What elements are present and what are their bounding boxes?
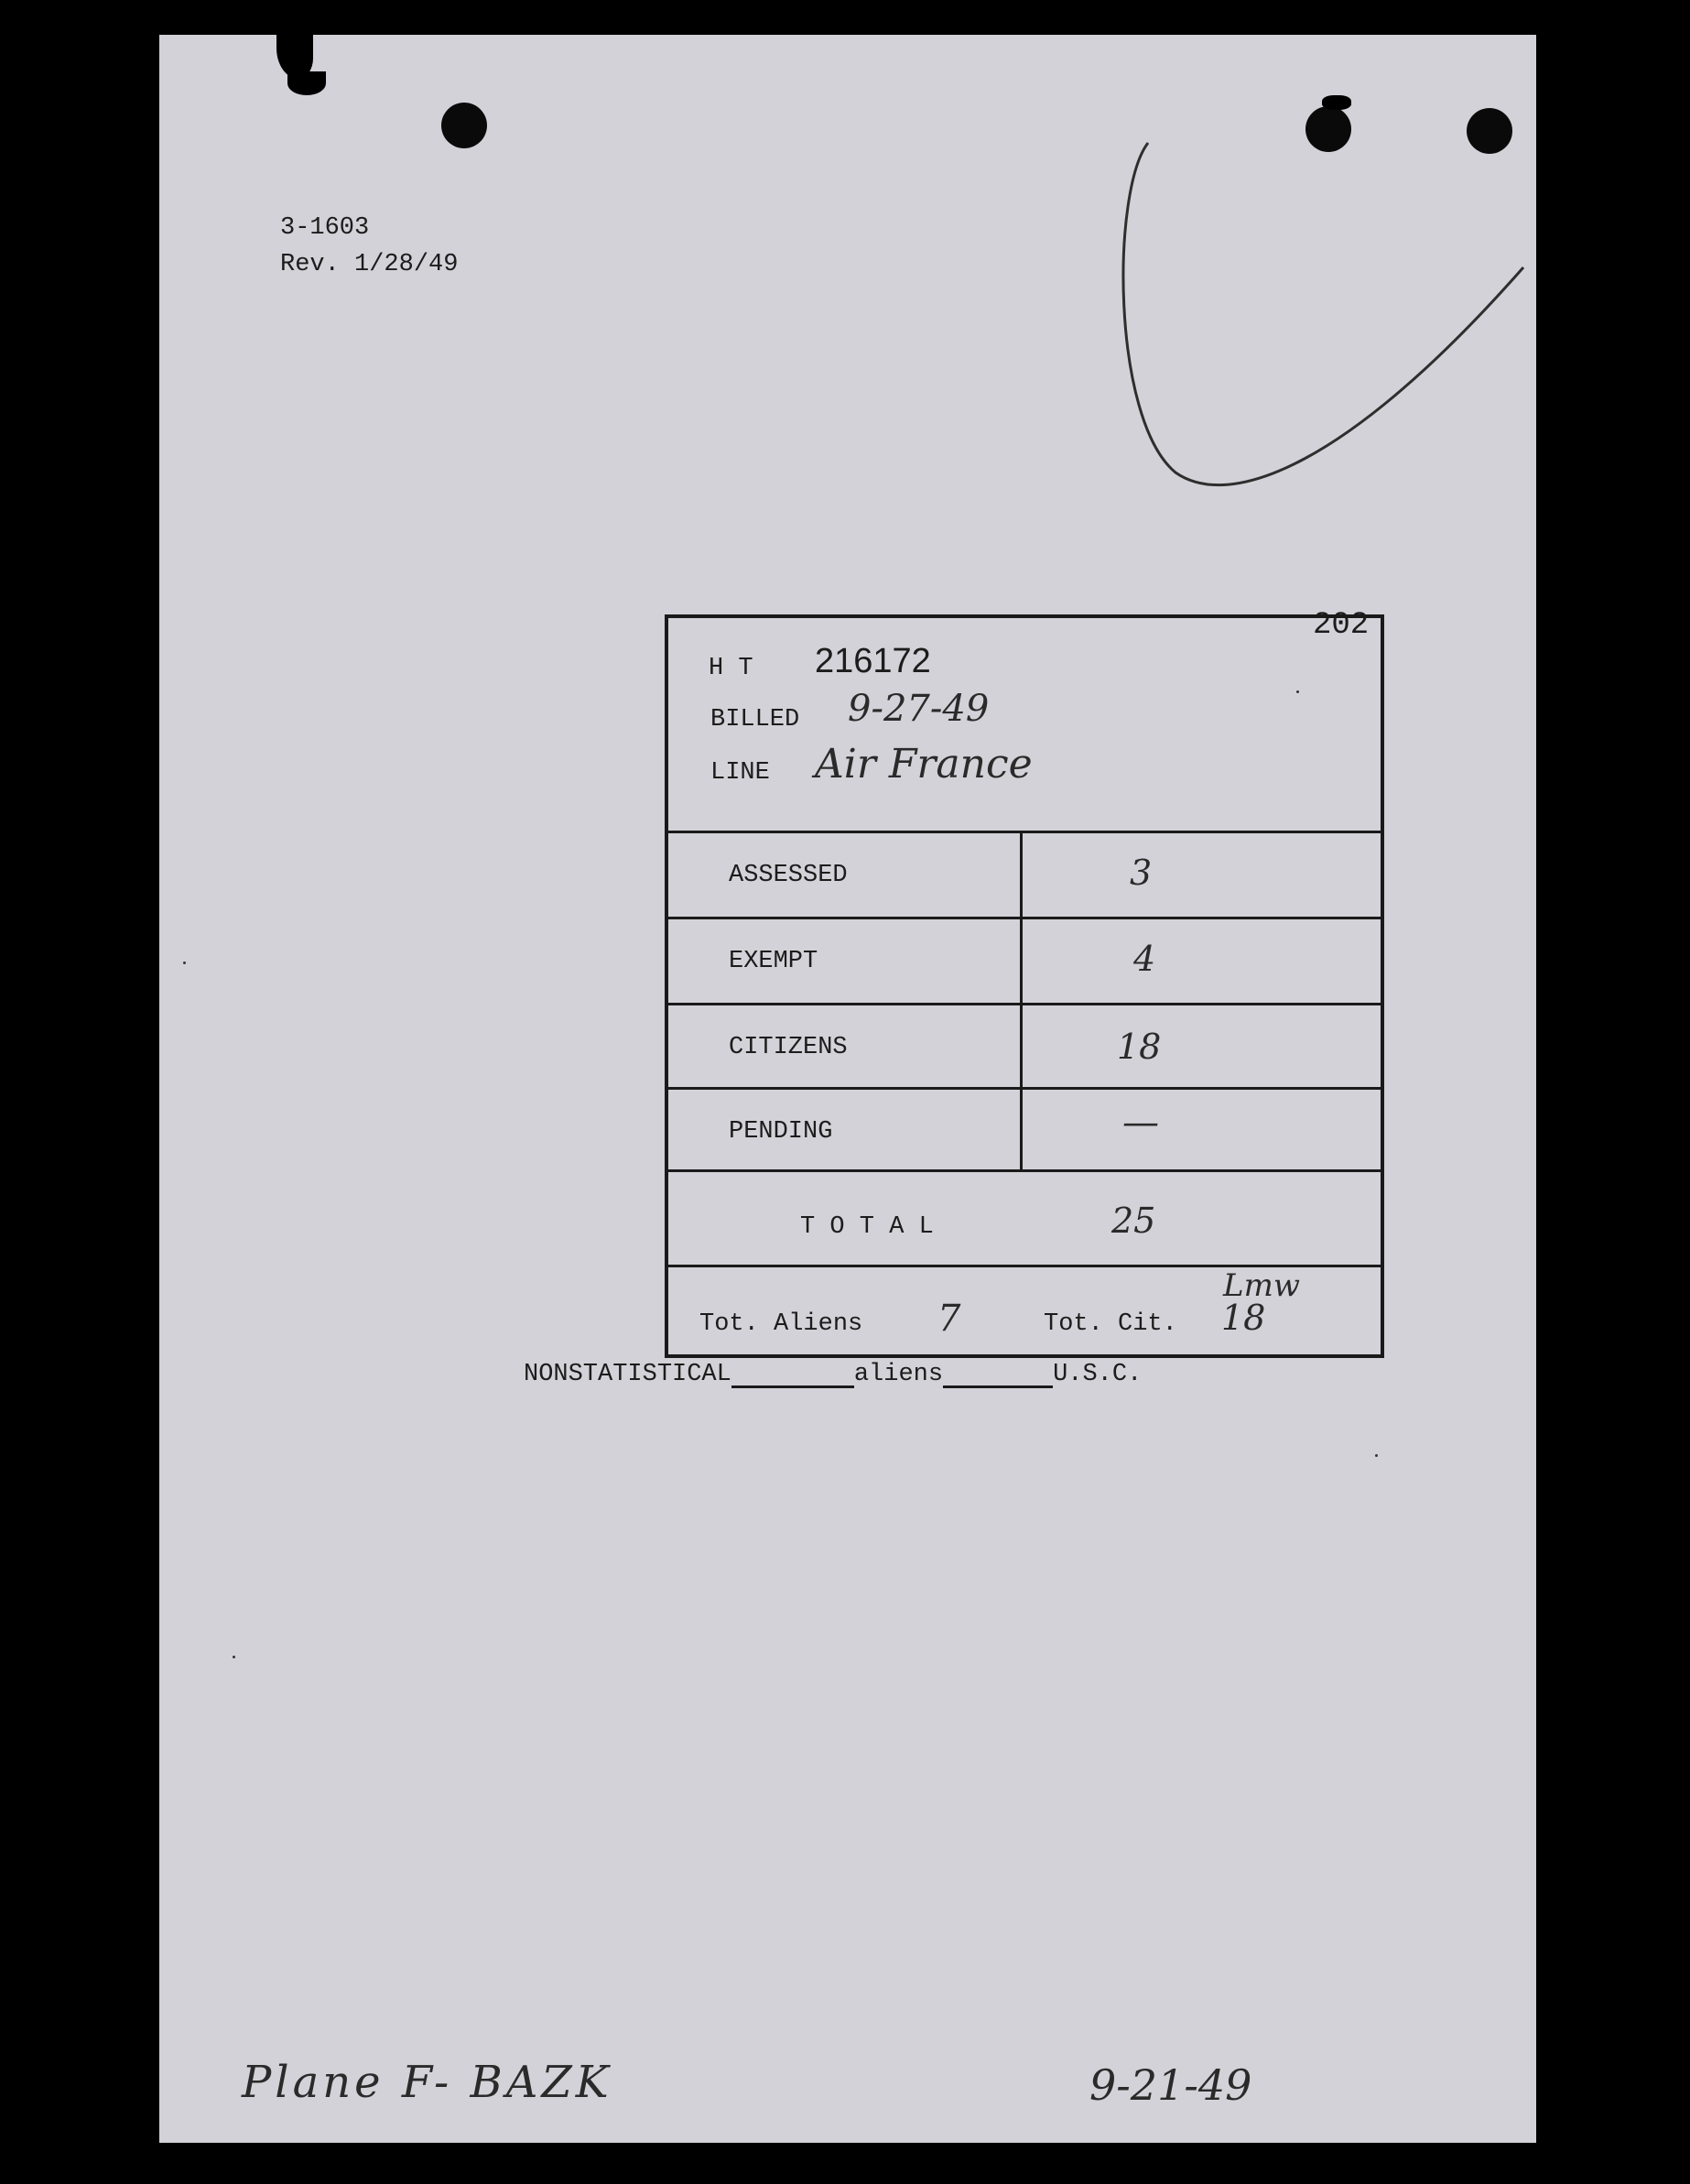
divider xyxy=(668,1169,1381,1172)
row-label-assessed: ASSESSED xyxy=(729,862,848,889)
form-revision: Rev. 1/28/49 xyxy=(280,251,459,278)
nonstatistical-usc-label: U.S.C. xyxy=(1053,1361,1143,1388)
row-value-citizens: 18 xyxy=(1117,1027,1162,1067)
tot-cit-label: Tot. Cit. xyxy=(1044,1310,1177,1338)
aliens-blank xyxy=(731,1364,854,1388)
statistics-form xyxy=(665,614,1384,1358)
speck xyxy=(1375,1454,1378,1457)
nonstatistical-aliens-label: aliens xyxy=(853,1361,944,1388)
row-value-assessed: 3 xyxy=(1130,853,1153,893)
row-label-pending: PENDING xyxy=(729,1118,833,1146)
row-label-exempt: EXEMPT xyxy=(729,948,818,975)
divider xyxy=(668,1003,1381,1005)
billed-label: BILLED xyxy=(710,706,800,733)
form-number: 3-1603 xyxy=(280,214,370,242)
tot-aliens-value: 7 xyxy=(937,1298,961,1340)
total-value: 25 xyxy=(1111,1201,1156,1241)
usc-blank xyxy=(943,1364,1053,1388)
nonstatistical-line xyxy=(524,1361,1142,1388)
ht-label: H T xyxy=(709,655,753,682)
divider xyxy=(668,1087,1381,1090)
line-label: LINE xyxy=(710,759,770,787)
tot-cit-value: 18 xyxy=(1221,1298,1266,1338)
page-number: 202 xyxy=(1313,608,1370,643)
speck xyxy=(233,1656,235,1658)
plane-note: Plane F- BAZK xyxy=(242,2057,612,2108)
billed-date: 9-27-49 xyxy=(848,688,990,730)
speck xyxy=(183,962,186,964)
row-label-citizens: CITIZENS xyxy=(729,1034,848,1061)
ht-number: 216172 xyxy=(815,642,931,680)
date-note: 9-21-49 xyxy=(1089,2060,1252,2110)
divider xyxy=(668,831,1381,833)
speck xyxy=(1296,690,1299,693)
tot-aliens-label: Tot. Aliens xyxy=(699,1310,863,1338)
total-label: T O T A L xyxy=(800,1213,934,1241)
row-value-pending: — xyxy=(1122,1102,1159,1144)
line-value: Air France xyxy=(815,741,1033,788)
row-value-exempt: 4 xyxy=(1133,939,1156,979)
initials: Lmw xyxy=(1223,1267,1300,1304)
document-page xyxy=(159,35,1536,2143)
nonstatistical-label: NONSTATISTICAL xyxy=(524,1361,731,1388)
divider xyxy=(1020,831,1023,1169)
divider xyxy=(668,917,1381,919)
